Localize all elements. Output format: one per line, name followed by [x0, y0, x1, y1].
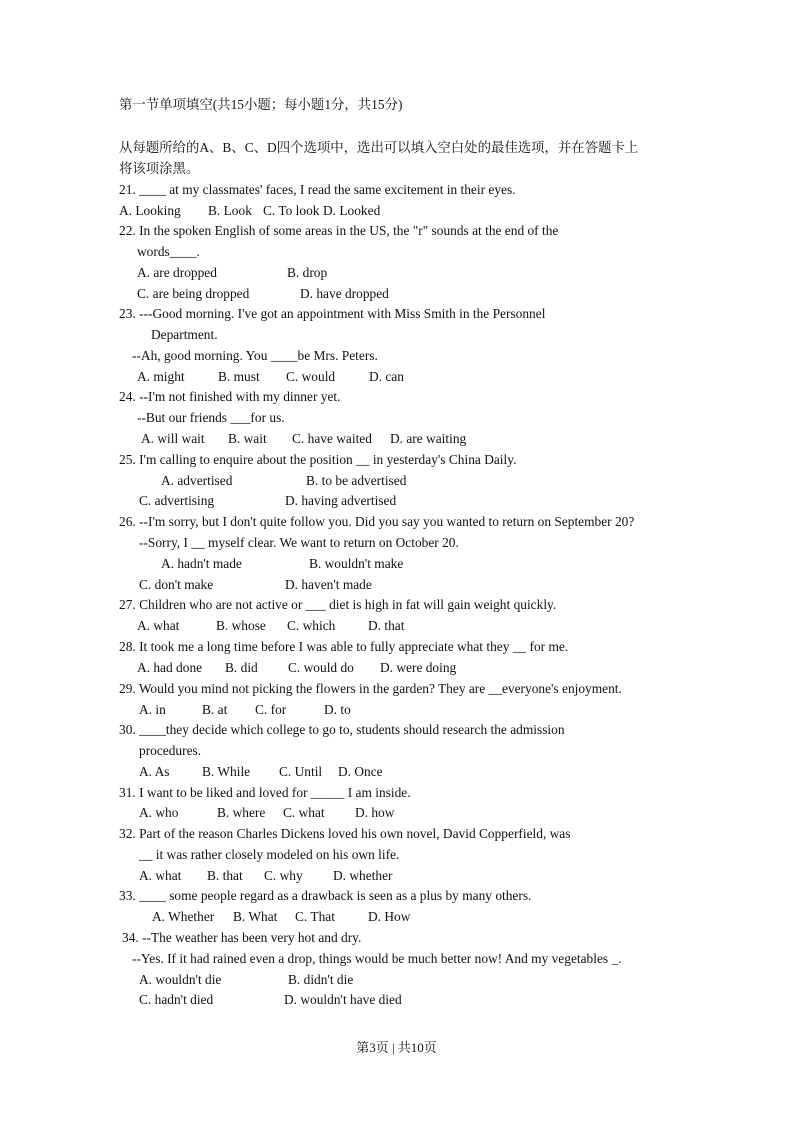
question-stem: --Sorry, I __ myself clear. We want to return on October 20. — [139, 535, 459, 550]
option-c: C. which — [287, 618, 336, 633]
option-b: B. wouldn't make — [309, 556, 404, 571]
option-a: A. advertised — [161, 473, 233, 488]
question-stem: 24. --I'm not finished with my dinner yet. — [119, 389, 341, 404]
option-c: C. hadn't died — [139, 992, 214, 1007]
option-b: B. did — [225, 660, 258, 675]
option-a: A. hadn't made — [161, 556, 242, 571]
option-c: C. advertising — [139, 493, 215, 508]
option-c: C. why — [264, 868, 303, 883]
option-a: A. in — [139, 702, 166, 717]
question-stem: 27. Children who are not active or ___ diet is high in fat will gain weight quickly. — [119, 597, 557, 612]
option-a: A. might — [137, 369, 185, 384]
option-b: B. drop — [287, 265, 328, 280]
option-d: D. are waiting — [390, 431, 467, 446]
question-stem: Department. — [151, 327, 218, 342]
option-c: C. would — [286, 369, 336, 384]
option-a: A. will wait — [141, 431, 205, 446]
page-footer: 第3页 | 共10页 — [356, 1040, 437, 1055]
instructions-line: 从每题所给的A、B、C、D四个选项中，选出可以填入空白处的最佳选项，并在答题卡上 — [119, 140, 639, 155]
question-stem: 21. ____ at my classmates' faces, I read the same excitement in their eyes. — [119, 182, 516, 197]
option-d: D. that — [368, 618, 405, 633]
question-stem: --But our friends ___for us. — [137, 410, 285, 425]
option-a: A. are dropped — [137, 265, 217, 280]
option-b: B. must — [218, 369, 260, 384]
option-c: C. Until — [279, 764, 323, 779]
option-c: C. have waited — [292, 431, 372, 446]
question-stem: 25. I'm calling to enquire about the position __ in yesterday's China Daily. — [119, 452, 517, 467]
option-a: A. who — [139, 805, 179, 820]
option-b: B. didn't die — [288, 972, 354, 987]
option-d: D. can — [369, 369, 404, 384]
question-stem: 30. ____they decide which college to go to, students should research the admission — [119, 722, 565, 737]
option-d: D. were doing — [380, 660, 457, 675]
option-d: D. Once — [338, 764, 383, 779]
question-stem: 29. Would you mind not picking the flowers in the garden? They are __everyone's enjoyment. — [119, 681, 622, 696]
option-b: B. whose — [216, 618, 266, 633]
option-a: A. wouldn't die — [139, 972, 222, 987]
option-d: D. have dropped — [300, 286, 389, 301]
option-c: C. what — [283, 805, 325, 820]
question-stem: --Yes. If it had rained even a drop, things would be much better now! And my vegetables _. — [132, 951, 622, 966]
option-b: B. Look — [208, 203, 252, 218]
option-d: D. having advertised — [285, 493, 397, 508]
option-c: C. are being dropped — [137, 286, 250, 301]
option-d: D. whether — [333, 868, 393, 883]
question-stem: 31. I want to be liked and loved for _____ I am inside. — [119, 785, 411, 800]
section-title: 第一节单项填空(共15小题；每小题1分，共15分) — [119, 97, 403, 112]
question-stem: 26. --I'm sorry, but I don't quite follow you. Did you say you wanted to return on September 20? — [119, 514, 635, 529]
instructions-line: 将该项涂黑。 — [119, 161, 200, 176]
question-stem: __ it was rather closely modeled on his own life. — [139, 847, 400, 862]
option-d: D. wouldn't have died — [284, 992, 402, 1007]
option-d: D. how — [355, 805, 395, 820]
option-d: D. to — [324, 702, 351, 717]
question-stem: 23. ---Good morning. I've got an appointment with Miss Smith in the Personnel — [119, 306, 546, 321]
option-b: B. where — [217, 805, 266, 820]
option-c: C. To look — [263, 203, 320, 218]
option-a: A. As — [139, 764, 170, 779]
option-c: C. for — [255, 702, 287, 717]
option-d: D. Looked — [323, 203, 381, 218]
option-a: A. Whether — [152, 909, 215, 924]
question-stem: 34. --The weather has been very hot and dry. — [122, 930, 362, 945]
question-stem: 22. In the spoken English of some areas in the US, the "r" sounds at the end of the — [119, 223, 559, 238]
option-c: C. That — [295, 909, 335, 924]
option-a: A. had done — [137, 660, 203, 675]
option-a: A. what — [137, 618, 180, 633]
question-stem: 28. It took me a long time before I was able to fully appreciate what they __ for me. — [119, 639, 569, 654]
question-stem: 33. ____ some people regard as a drawback is seen as a plus by many others. — [119, 888, 532, 903]
option-c: C. would do — [288, 660, 354, 675]
option-b: B. What — [233, 909, 278, 924]
question-stem: words____. — [137, 244, 200, 259]
option-b: B. that — [207, 868, 243, 883]
question-stem: --Ah, good morning. You ____be Mrs. Peters. — [132, 348, 378, 363]
option-a: A. Looking — [119, 203, 181, 218]
option-b: B. at — [202, 702, 228, 717]
option-c: C. don't make — [139, 577, 214, 592]
question-stem: procedures. — [139, 743, 202, 758]
option-a: A. what — [139, 868, 182, 883]
question-stem: 32. Part of the reason Charles Dickens loved his own novel, David Copperfield, was — [119, 826, 571, 841]
option-b: B. to be advertised — [306, 473, 407, 488]
option-d: D. How — [368, 909, 411, 924]
option-b: B. While — [202, 764, 251, 779]
option-b: B. wait — [228, 431, 267, 446]
option-d: D. haven't made — [285, 577, 372, 592]
